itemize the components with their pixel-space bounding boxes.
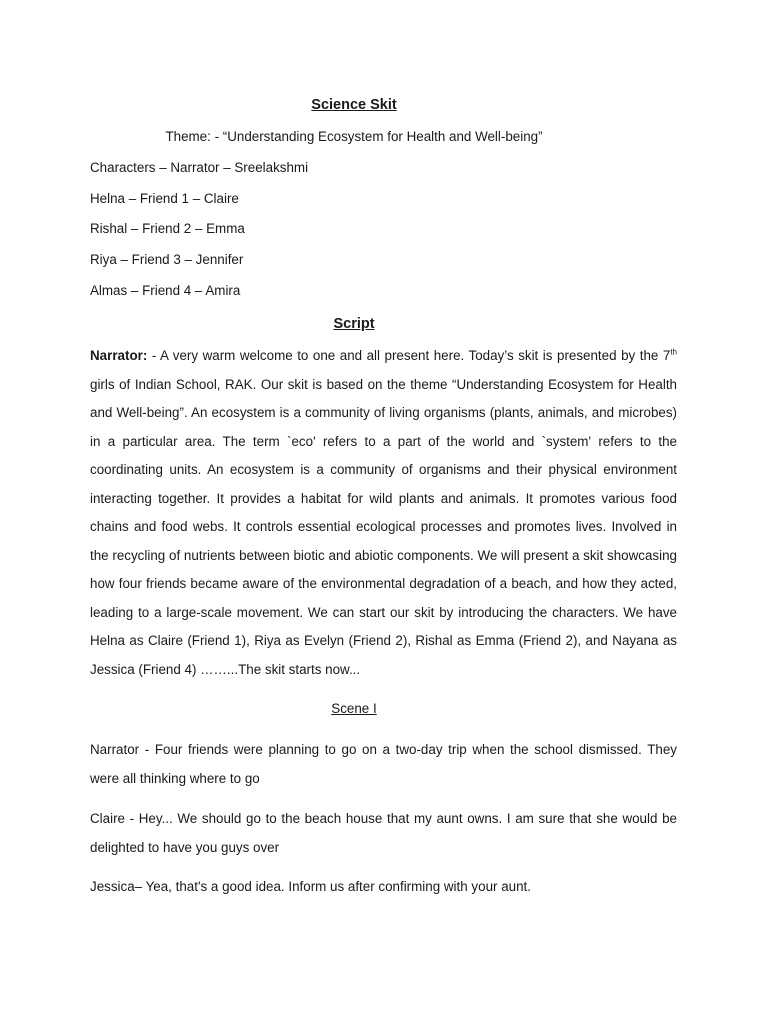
script-heading: Script [333,316,375,332]
narrator-intro-paragraph [90,342,677,684]
ordinal-suffix: th [670,347,677,357]
character-line: Almas – Friend 4 – Amira [90,283,241,298]
dialogue-line: Jessica– Yea, that's a good idea. Inform us after confirming with your aunt. [90,879,531,894]
narrator-label: Narrator: [90,348,148,363]
intro-text-part-1: - A very warm welcome to one and all present here. Today’s skit is presented by the 7 [147,348,671,363]
dialogue-line: Claire - Hey... We should go to the beach house that my aunt owns. I am sure that she would be delighted to have you guys over [90,811,677,855]
character-line: Helna – Friend 1 – Claire [90,191,239,206]
dialogue-line: Narrator - Four friends were planning to go on a two-day trip when the school dismissed. They were all thinking where to go [90,742,677,786]
character-line: Rishal – Friend 2 – Emma [90,221,245,236]
theme-line: Theme: - “Understanding Ecosystem for Health and Well-being” [165,129,543,144]
intro-text-part-2: girls of Indian School, RAK. Our skit is based on the theme “Understanding Ecosystem for Health and Well-being”. An ecosystem is a community of living organisms (plants, animals, and microbes) in a particular area. The term `eco' refers to a part of the world and `system' refers to the coordinating units. An ecosystem is a community of organisms and their physical environment interacting together. It provides a habitat for wild plants and animals. It promotes various food chains and food webs. It controls essential ecological processes and promotes lives. Involved in the recycling of nutrients between biotic and abiotic components. We will present a skit showcasing how four friends became aware of the environmental degradation of a beach, and how they acted, leading to a large-scale movement. We can start our skit by introducing the characters. We have Helna as Claire (Friend 1), Riya as Evelyn (Friend 2), Rishal as Emma (Friend 2), and Nayana as Jessica (Friend 4) ……...The skit starts now... [90,376,677,677]
character-line: Characters – Narrator – Sreelakshmi [90,160,309,175]
character-line: Riya – Friend 3 – Jennifer [90,252,244,267]
scene-heading: Scene I [331,701,377,716]
document-title: Science Skit [311,97,397,113]
